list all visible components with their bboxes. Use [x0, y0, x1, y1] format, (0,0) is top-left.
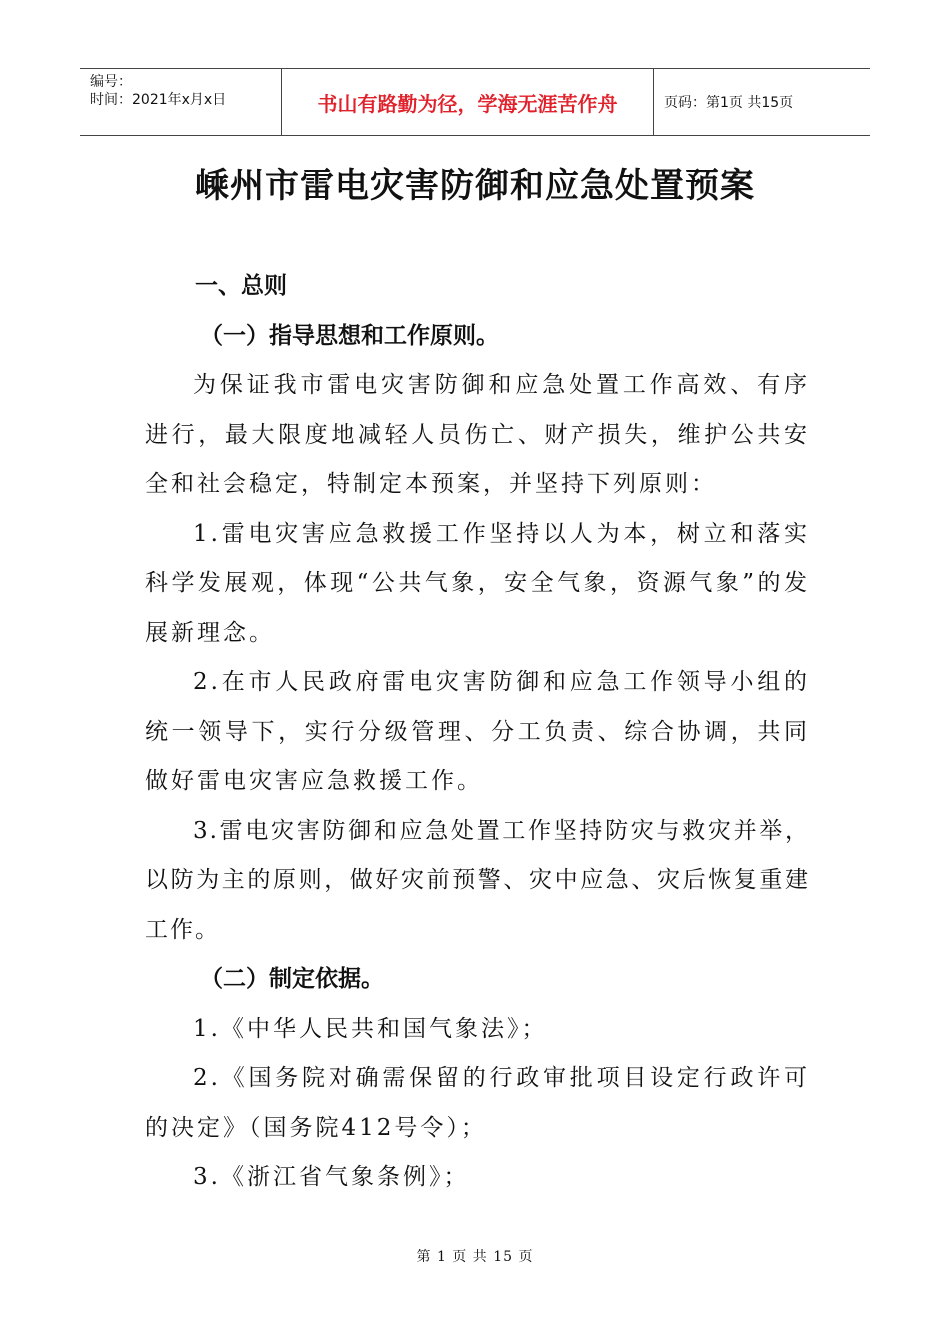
- subsection-heading-basis: （二）制定依据。: [200, 966, 384, 992]
- header-meta-cell: [80, 69, 282, 135]
- section-heading-general: 一、总则: [195, 273, 287, 299]
- document-body: [145, 262, 810, 1203]
- document-number-label: 编号：: [90, 74, 132, 90]
- paragraph-basis-3: 3.《浙江省气象条例》；: [193, 1164, 470, 1190]
- paragraph-basis-1: 1.《中华人民共和国气象法》；: [193, 1015, 548, 1042]
- paragraph-purpose: 为保证我市雷电灾害防御和应急处置工作高效、有序进行，最大限度地减轻人员伤亡、财产损失，维护公共安全和社会稳定，特制定本预案，并坚持下列原则：: [145, 372, 810, 497]
- paragraph-basis-2: 2.《国务院对确需保留的行政审批项目设定行政许可的决定》（国务院412号令）；: [145, 1065, 810, 1141]
- subsection-heading-principles: （一）指导思想和工作原则。: [200, 322, 499, 349]
- page-footer: 第 1 页 共 15 页: [416, 1249, 534, 1265]
- paragraph-principle-3: 3.雷电灾害防御和应急处置工作坚持防灾与救灾并举，以防为主的原则，做好灾前预警、灾中应急、灾后恢复重建工作。: [145, 817, 810, 943]
- header-page-info: 页码：第1页 共15页: [664, 95, 794, 111]
- paragraph-principle-2: 2.在市人民政府雷电灾害防御和应急工作领导小组的统一领导下，实行分级管理、分工负责、综合协调，共同做好雷电灾害应急救援工作。: [145, 669, 810, 794]
- document-date: 时间：2021年x月x日: [90, 92, 227, 108]
- page-header: [80, 68, 870, 136]
- document-title: 嵊州市雷电灾害防御和应急处置预案: [195, 166, 755, 206]
- paragraph-principle-1: 1.雷电灾害应急救援工作坚持以人为本，树立和落实科学发展观，体现“公共气象，安全气象，资源气象”的发展新理念。: [145, 520, 810, 646]
- header-motto: 书山有路勤为径，学海无涯苦作舟: [282, 69, 654, 135]
